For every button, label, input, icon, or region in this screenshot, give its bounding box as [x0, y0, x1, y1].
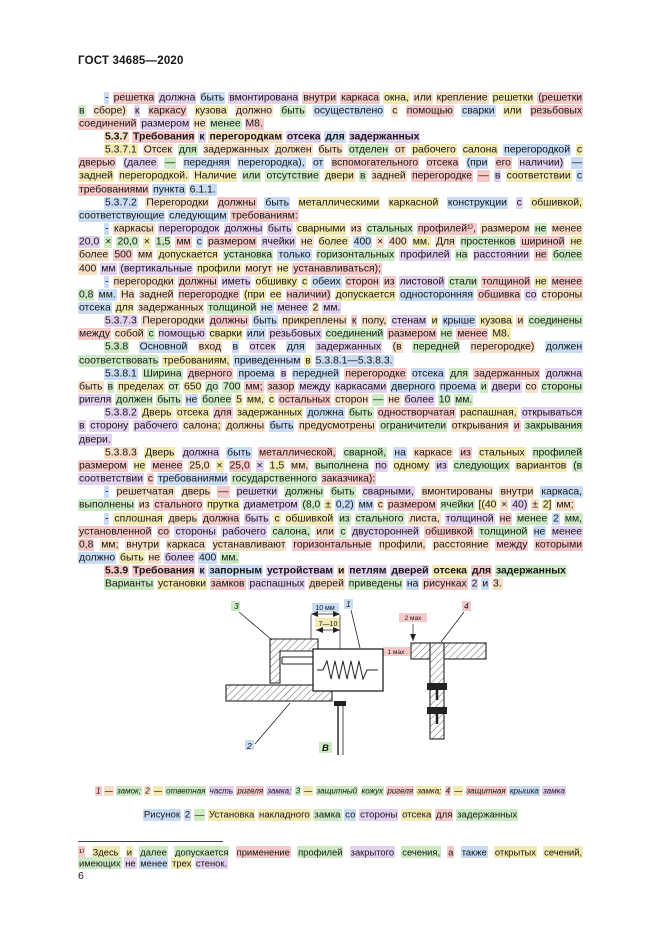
dim-2max: 2 мах: [404, 615, 422, 622]
figure-legend: 1 — замок; 2 — ответная часть ригеля замка; 3 — защитный кожух ригеля замка; 4 — защитная крышка замка: [96, 786, 565, 795]
footnote: ¹⁾ Здесь и далее допускается применение профилей закрытого сечения, а также открытых сечений, имеющих не менее трех стенок.: [79, 846, 583, 869]
section-heading-5-3-9: 5.3.9 Требования к запорным устройствам и петлям дверей отсека для задержанных: [105, 565, 566, 577]
page-number: 6: [78, 870, 84, 882]
paragraph: - сплошная дверь должна быть с обшивкой из стального листа, толщиной не менее 2 мм, установленной со стороны рабочего салона, или с двусторонней обшивкой толщиной не менее 0,8 мм; внутри каркаса устанавливают горизонтальные профили, расстояние между которыми должно быть не более 400 мм.: [79, 513, 583, 564]
paragraph: - решетка должна быть вмонтирована внутри каркаса окна, или крепление решетки (решетки в сборе) к каркасу кузова должно быть осуществлено с помощью сварки или резьбовых соединений размером не менее М8.: [79, 92, 583, 130]
callout-2: 2: [247, 741, 252, 751]
dim-7-10: 7—10: [318, 621, 338, 628]
paragraph: 5.3.8 Основной вход в отсек для задержанных (в передней перегородке) должен соответствовать требованиям, приведенным в 5.3.8.1—5.3.8.3.: [79, 341, 583, 367]
wall-section: [411, 643, 486, 659]
callout-1: 1: [346, 599, 351, 609]
door-edge-line: [334, 701, 346, 755]
footnote-separator: [78, 841, 223, 842]
figure-drawing: [218, 599, 498, 781]
callout-4: 4: [464, 601, 469, 611]
paragraph: - перегородки должны иметь обшивку с обеих сторон из листовой стали толщиной не менее 0,8 мм. На задней перегородке (при ее наличии) допускается односторонняя обшивка со стороны отсека для задержанных толщиной не менее 2 мм.: [79, 276, 583, 314]
bolt-head: [427, 683, 447, 690]
paragraph: 5.3.7.2 Перегородки должны быть металлическими каркасной конструкции с обшивкой, соответствующие следующим требованиям:: [79, 197, 582, 222]
view-label: В: [322, 743, 329, 754]
paragraph: 5.3.8.1 Ширина дверного проема в передней перегородке отсека для задержанных должна быть в пределах от 650 до 700 мм; зазор между каркасами дверного проема и двери со стороны ригеля должен быть не более 5 мм, с остальных сторон — не более 10 мм.: [79, 368, 583, 406]
dim-10mm: 10 мм: [315, 605, 335, 612]
bolt-head: [427, 707, 447, 714]
dim-1max: 1 мах: [387, 649, 405, 656]
document-header: ГОСТ 34685—2020: [78, 55, 184, 67]
paragraph: 5.3.8.2 Дверь отсека для задержанных должна быть одностворчатая распашная, открываться в сторону рабочего салона; должны быть предусмотрены ограничители открывания и закрывания двери.: [79, 407, 583, 446]
paragraph: - каркасы перегородок должны быть сварными из стальных профилей¹⁾, размером не менее 20,0 × 20,0 × 1,5 мм с размером ячейки не более 400 × 400 мм. Для простенков шириной не более 500 мм допускается установка только горизонтальных профилей на расстоянии не более 400 мм (вертикальные профили могут не устанавливаться);: [79, 223, 583, 275]
figure-caption: Рисунок 2 — Установка накладного замка со стороны отсека для задержанных: [143, 809, 518, 820]
document-body: [78, 91, 583, 591]
paragraph: 5.3.7.1 Отсек для задержанных должен быть отделен от рабочего салона перегородкой с дверью (далее — передняя перегородка), от вспомогательного отсека (при его наличии) — задней перегородкой. Наличие или отсутствие двери в задней перегородке — в соответствии с требованиями пункта 6.1.1.: [79, 144, 583, 196]
figure: [0, 599, 661, 781]
bolt-guard-section: [270, 639, 318, 683]
paragraph: 5.3.7.3 Перегородки должны быть прикреплены к полу, стенам и крыше кузова и соединены между собой с помощью сварки или резьбовых соединений размером не менее М8.: [79, 315, 583, 340]
paragraph: 5.3.8.3 Дверь должна быть металлической, сварной, на каркасе из стальных профилей размером не менее 25,0 × 25,0 × 1,5 мм, выполнена по одному из следующих вариантов (в соответствии с требованиями государственного заказчика):: [79, 447, 583, 485]
paragraph: - решетчатая дверь — решетки должны быть сварными, вмонтированы внутри каркаса, выполнены из стального прутка диаметром (8,0 ± 0,2) мм с размером ячейки [(40 × 40) ± 2] мм;: [79, 486, 583, 511]
callout-3: 3: [234, 601, 239, 611]
paragraph: Варианты установки замков распашных дверей приведены на рисунках 2 и 3.: [105, 578, 502, 590]
section-heading-5-3-7: 5.3.7 Требования к перегородкам отсека для задержанных: [105, 131, 420, 143]
